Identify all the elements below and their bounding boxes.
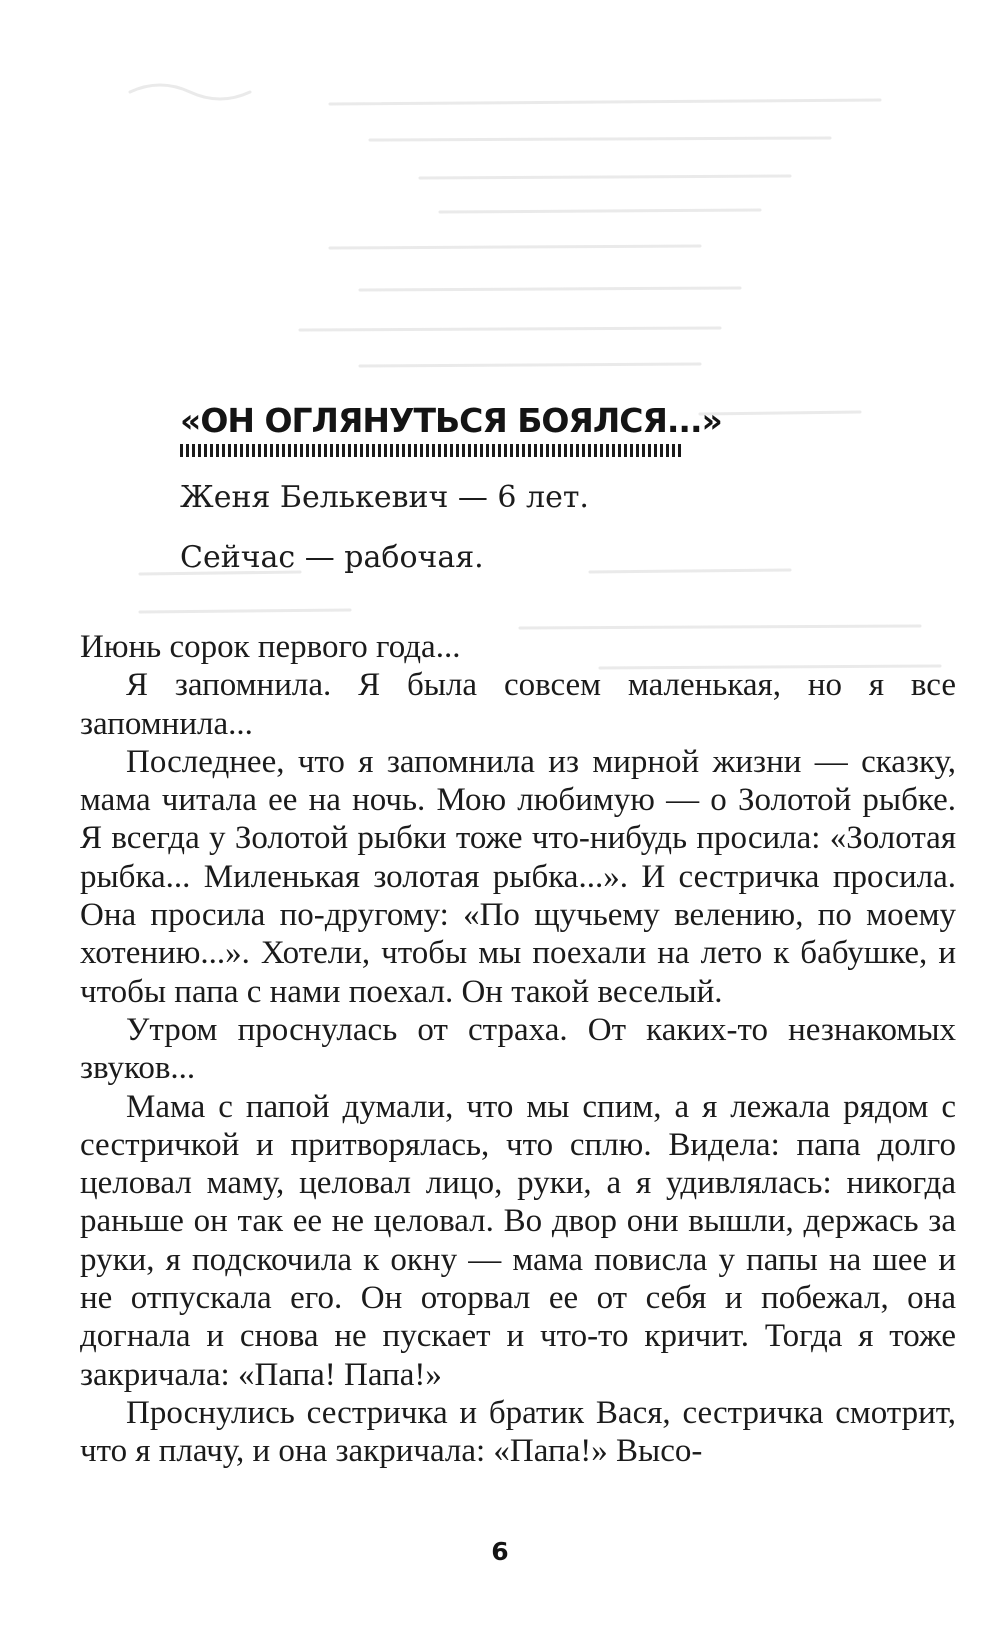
page-number: 6 — [491, 1537, 509, 1566]
paragraph: Я запомнила. Я была совсем маленькая, но я все запомнила... — [80, 667, 956, 742]
narrator-occupation: Сейчас — рабочая. — [180, 540, 484, 575]
paragraph: Последнее, что я запомнила из мирной жизни — сказку, мама читала ее на ночь. Мою любимую — о Золотой рыбке. Я всегда у Золотой рыбки тоже что-нибудь просила: «Золотая рыбка... Миленькая золотая рыбка...». И сестричка просила. Она просила по-другому: «По щучьему велению, по моему хотению...». Хотели, чтобы мы поехали на лето к бабушке, и чтобы папа с нами поехал. Он такой веселый. — [80, 743, 956, 1010]
paragraph: Мама с папой думали, что мы спим, а я лежала рядом с сестричкой и притворялась, что сплю. Видела: папа долго целовал маму, целовал лицо, руки, а я удивлялась: никогда раньше он так ее не целовал. Во двор они вышли, держась за руки, я подскочила к окну — мама повисла у папы на шее и не отпускала его. Он оторвал ее от себя и побежал, она догнала и снова не пускает и что-то кричит. Тогда я тоже закричала: «Папа! Папа!» — [80, 1088, 956, 1393]
body-text — [80, 628, 956, 1471]
narrator-name-age: Женя Белькевич — 6 лет. — [180, 480, 589, 515]
paragraph: Утром проснулась от страха. От каких-то незнакомых звуков... — [80, 1011, 956, 1087]
paragraph: Июнь сорок первого года... — [80, 629, 461, 665]
title-underline-rule — [180, 444, 682, 457]
paragraph: Проснулись сестричка и братик Вася, сестричка смотрит, что я плачу, и она закричала: «Папа!» Высо- — [80, 1394, 956, 1470]
chapter-title: «ОН ОГЛЯНУТЬСЯ БОЯЛСЯ...» — [180, 401, 722, 440]
